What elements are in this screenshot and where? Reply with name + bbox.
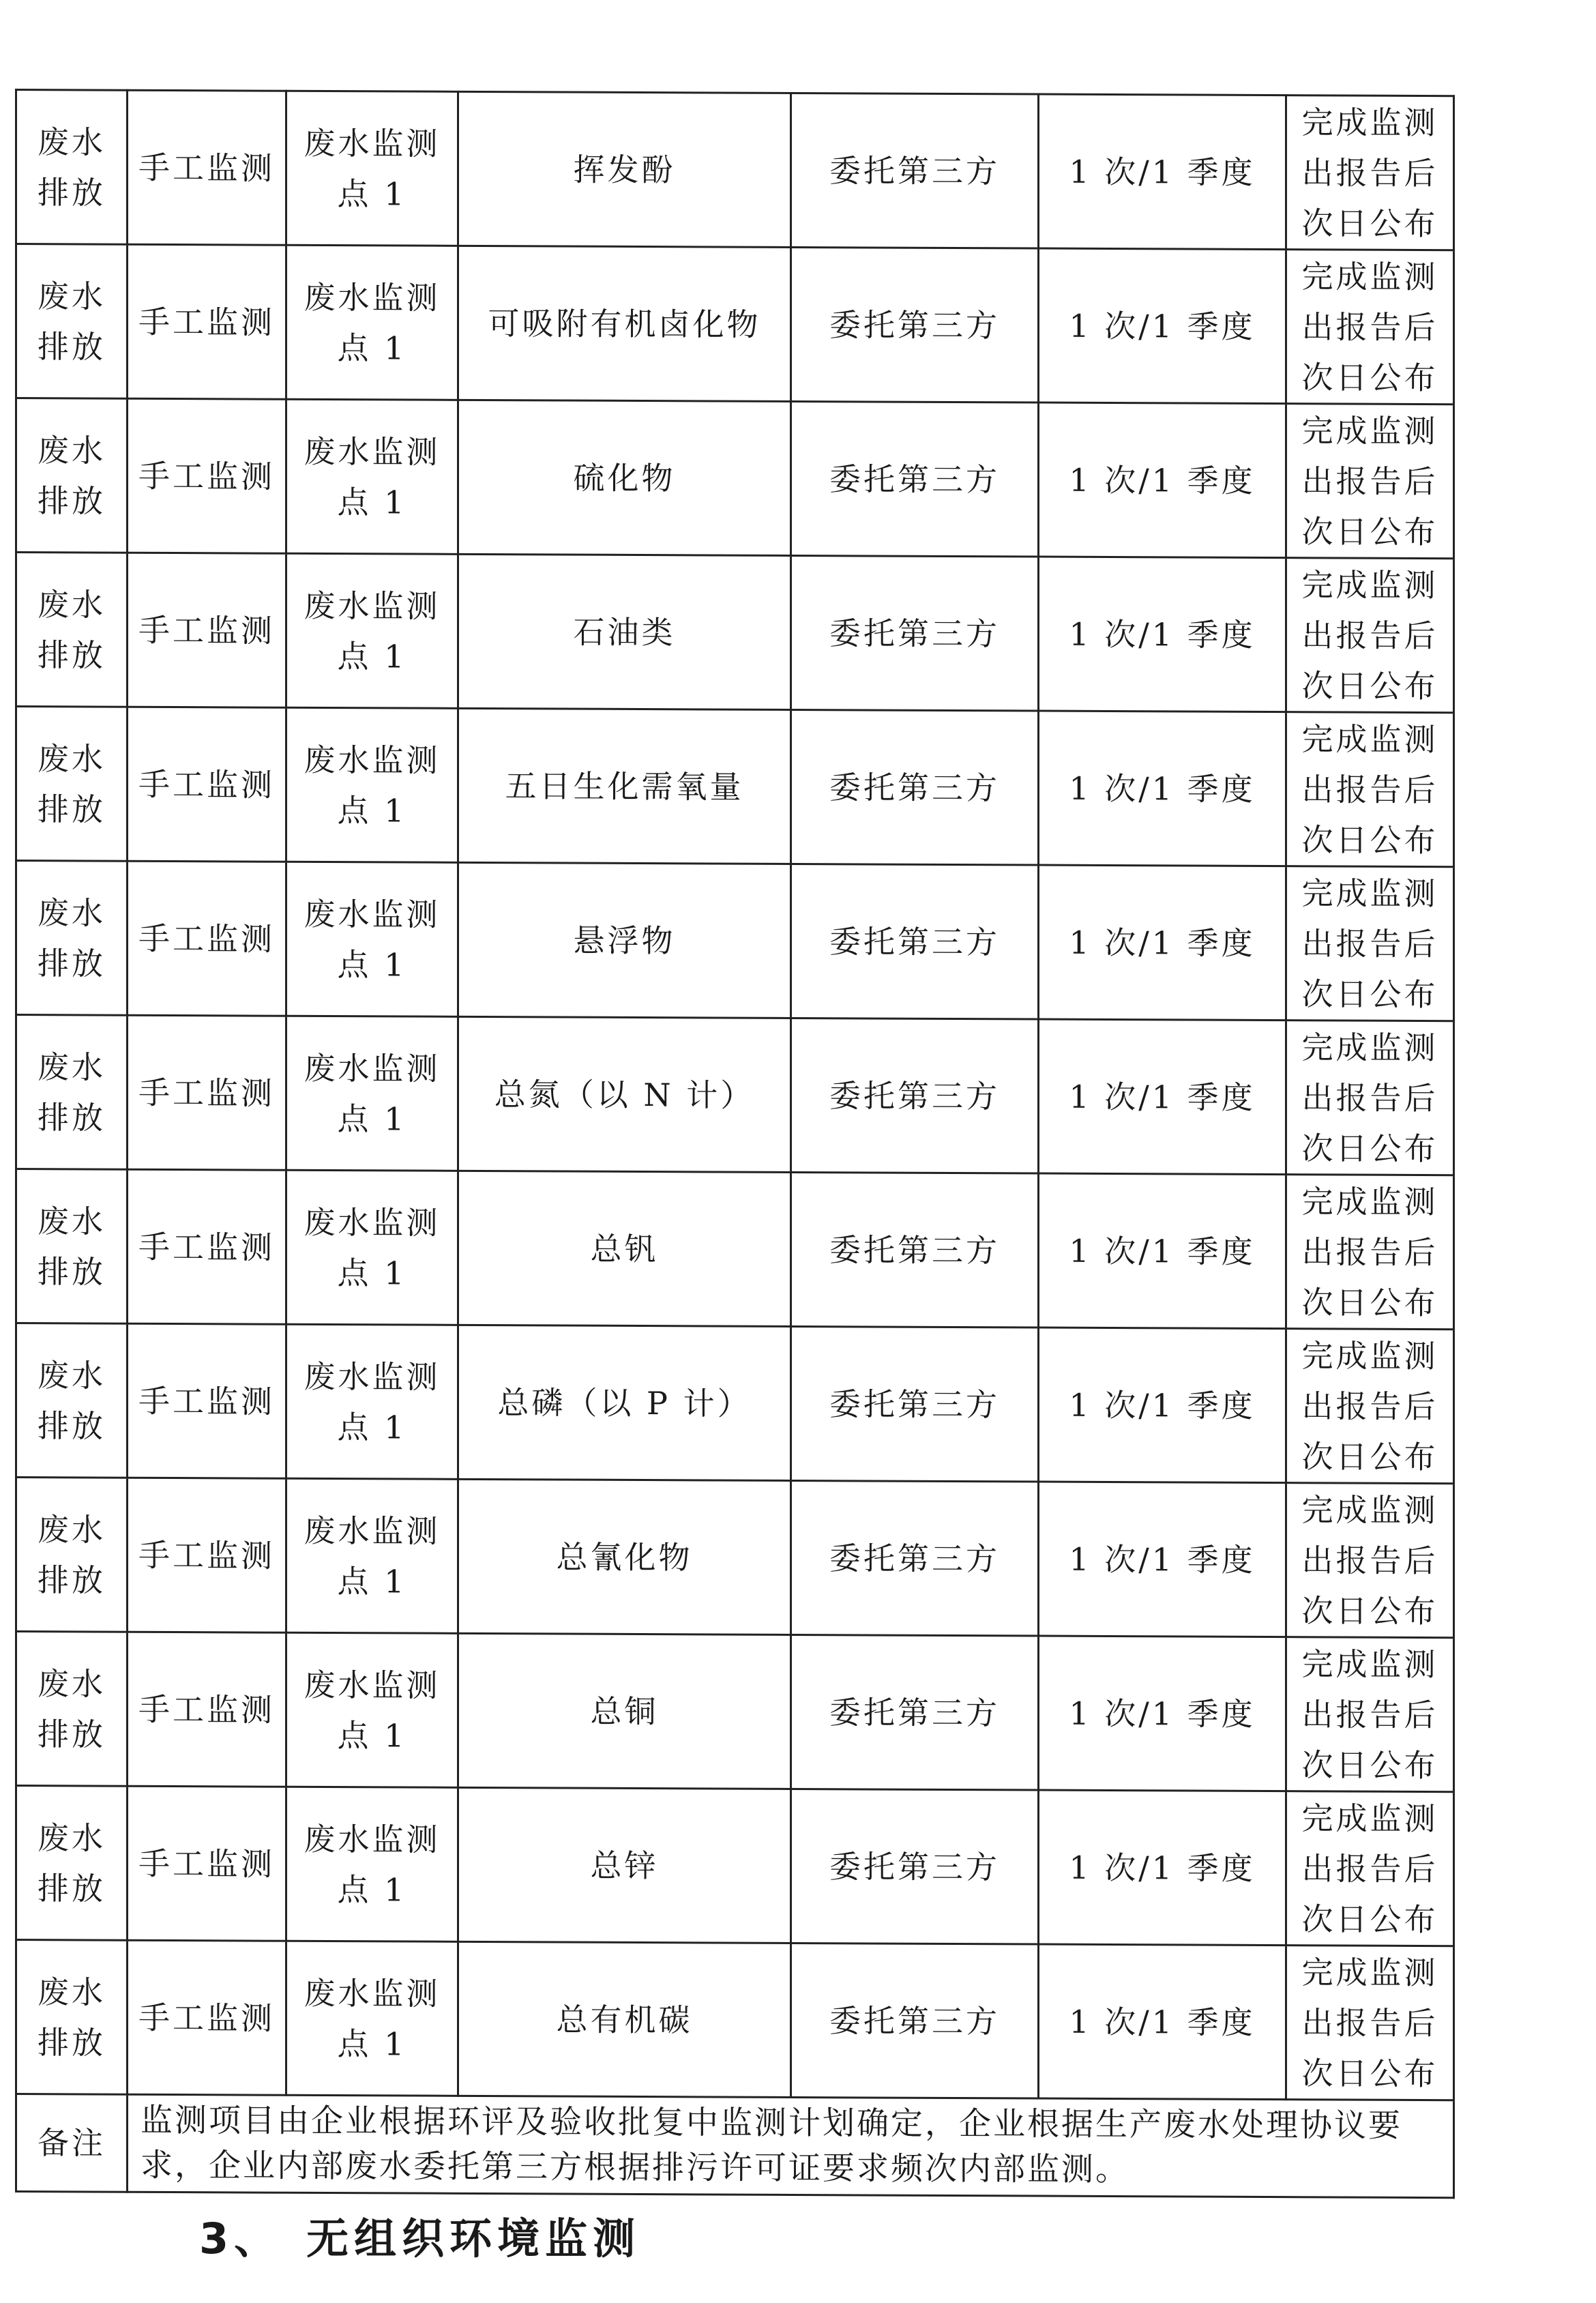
cell-frequency: 1 次/1 季度 (1039, 1636, 1286, 1791)
table-row (16, 398, 1454, 559)
cell-monitoring-item: 总有机碳 (458, 1941, 791, 2097)
table-row (16, 1940, 1454, 2100)
cell-monitoring-point: 废水监测点 1 (286, 1478, 458, 1633)
cell-publish-time: 完成监测出报告后次日公布 (1286, 1637, 1454, 1792)
cell-frequency: 1 次/1 季度 (1039, 1327, 1286, 1483)
cell-category: 废水排放 (16, 707, 128, 862)
cell-monitoring-mode: 委托第三方 (791, 1480, 1039, 1636)
cell-method: 手工监测 (128, 1940, 286, 2095)
table-row (16, 1323, 1454, 1484)
cell-monitoring-item: 可吸附有机卤化物 (458, 246, 791, 401)
cell-method: 手工监测 (128, 553, 286, 707)
cell-category: 废水排放 (16, 1786, 128, 1941)
cell-method: 手工监测 (128, 398, 286, 553)
cell-monitoring-mode: 委托第三方 (791, 1943, 1039, 2098)
cell-category: 废水排放 (16, 90, 128, 245)
cell-method: 手工监测 (128, 1015, 286, 1170)
note-label: 备注 (16, 2094, 128, 2192)
cell-category: 废水排放 (16, 1323, 128, 1478)
cell-monitoring-item: 硫化物 (458, 400, 791, 555)
section-title: 无组织环境监测 (306, 2214, 641, 2263)
cell-monitoring-point: 废水监测点 1 (286, 553, 458, 708)
cell-monitoring-mode: 委托第三方 (791, 1634, 1039, 1790)
cell-method: 手工监测 (128, 244, 286, 399)
cell-frequency: 1 次/1 季度 (1039, 1173, 1286, 1329)
cell-monitoring-item: 总锌 (458, 1787, 791, 1943)
cell-category: 废水排放 (16, 1940, 128, 2095)
cell-monitoring-point: 废水监测点 1 (286, 245, 458, 400)
cell-monitoring-mode: 委托第三方 (791, 1172, 1039, 1327)
cell-monitoring-mode: 委托第三方 (791, 709, 1039, 865)
table-row (16, 1632, 1454, 1792)
cell-monitoring-mode: 委托第三方 (791, 555, 1039, 711)
cell-frequency: 1 次/1 季度 (1039, 248, 1286, 404)
cell-publish-time: 完成监测出报告后次日公布 (1286, 1791, 1454, 1946)
table-row (16, 1015, 1454, 1175)
cell-monitoring-mode: 委托第三方 (791, 1789, 1039, 1944)
cell-category: 废水排放 (16, 1015, 128, 1170)
cell-method: 手工监测 (128, 1632, 286, 1787)
cell-monitoring-item: 总磷（以 P 计） (458, 1325, 791, 1480)
cell-publish-time: 完成监测出报告后次日公布 (1286, 1021, 1454, 1175)
table-row (16, 1786, 1454, 1946)
cell-monitoring-point: 废水监测点 1 (286, 1787, 458, 1941)
cell-category: 废水排放 (16, 1169, 128, 1324)
note-text: 监测项目由企业根据环评及验收批复中监测计划确定，企业根据生产废水处理协议要求，企业内部废水委托第三方根据排污许可证要求频次内部监测。 (128, 2094, 1454, 2197)
cell-category: 废水排放 (16, 553, 128, 707)
cell-frequency: 1 次/1 季度 (1039, 1944, 1286, 2100)
cell-frequency: 1 次/1 季度 (1039, 94, 1286, 250)
cell-monitoring-item: 总氮（以 N 计） (458, 1016, 791, 1172)
cell-method: 手工监测 (128, 861, 286, 1016)
cell-publish-time: 完成监测出报告后次日公布 (1286, 712, 1454, 867)
cell-monitoring-point: 废水监测点 1 (286, 1324, 458, 1479)
cell-frequency: 1 次/1 季度 (1039, 557, 1286, 712)
cell-category: 废水排放 (16, 1632, 128, 1787)
cell-publish-time: 完成监测出报告后次日公布 (1286, 1175, 1454, 1330)
cell-method: 手工监测 (128, 707, 286, 862)
cell-publish-time: 完成监测出报告后次日公布 (1286, 1483, 1454, 1638)
cell-publish-time: 完成监测出报告后次日公布 (1286, 250, 1454, 405)
cell-monitoring-item: 总氰化物 (458, 1479, 791, 1634)
cell-monitoring-point: 废水监测点 1 (286, 1632, 458, 1787)
cell-category: 废水排放 (16, 861, 128, 1016)
cell-frequency: 1 次/1 季度 (1039, 711, 1286, 866)
cell-monitoring-point: 废水监测点 1 (286, 399, 458, 554)
cell-method: 手工监测 (128, 90, 286, 245)
cell-monitoring-point: 废水监测点 1 (286, 1170, 458, 1325)
monitoring-table (15, 89, 1455, 2199)
note-row (16, 2094, 1454, 2198)
cell-monitoring-mode: 委托第三方 (791, 247, 1039, 402)
cell-monitoring-mode: 委托第三方 (791, 1326, 1039, 1482)
cell-category: 废水排放 (16, 398, 128, 553)
cell-monitoring-point: 废水监测点 1 (286, 1016, 458, 1171)
cell-frequency: 1 次/1 季度 (1039, 865, 1286, 1021)
cell-frequency: 1 次/1 季度 (1039, 1019, 1286, 1175)
cell-frequency: 1 次/1 季度 (1039, 402, 1286, 558)
cell-monitoring-item: 挥发酚 (458, 91, 791, 247)
cell-publish-time: 完成监测出报告后次日公布 (1286, 404, 1454, 559)
table-row (16, 707, 1454, 867)
section-heading (199, 2205, 640, 2265)
cell-method: 手工监测 (128, 1786, 286, 1941)
table-row (16, 1478, 1454, 1638)
cell-frequency: 1 次/1 季度 (1039, 1482, 1286, 1637)
table-row (16, 1169, 1454, 1330)
cell-monitoring-point: 废水监测点 1 (286, 707, 458, 862)
cell-method: 手工监测 (128, 1169, 286, 1324)
cell-monitoring-item: 悬浮物 (458, 862, 791, 1018)
table-row (16, 90, 1454, 250)
section-number: 3、 (199, 2214, 282, 2263)
cell-publish-time: 完成监测出报告后次日公布 (1286, 558, 1454, 713)
cell-monitoring-mode: 委托第三方 (791, 864, 1039, 1019)
cell-monitoring-item: 总铜 (458, 1633, 791, 1789)
cell-frequency: 1 次/1 季度 (1039, 1790, 1286, 1946)
cell-category: 废水排放 (16, 244, 128, 399)
table-row (16, 861, 1454, 1021)
table-row (16, 244, 1454, 405)
cell-category: 废水排放 (16, 1478, 128, 1632)
cell-monitoring-point: 废水监测点 1 (286, 91, 458, 246)
cell-monitoring-item: 石油类 (458, 554, 791, 709)
cell-monitoring-item: 五日生化需氧量 (458, 708, 791, 864)
cell-monitoring-mode: 委托第三方 (791, 1018, 1039, 1173)
cell-publish-time: 完成监测出报告后次日公布 (1286, 866, 1454, 1021)
cell-publish-time: 完成监测出报告后次日公布 (1286, 1946, 1454, 2100)
cell-monitoring-item: 总钒 (458, 1171, 791, 1326)
cell-method: 手工监测 (128, 1323, 286, 1478)
table-body (16, 90, 1454, 2198)
cell-monitoring-point: 废水监测点 1 (286, 862, 458, 1016)
cell-publish-time: 完成监测出报告后次日公布 (1286, 96, 1454, 250)
cell-publish-time: 完成监测出报告后次日公布 (1286, 1329, 1454, 1484)
cell-monitoring-mode: 委托第三方 (791, 401, 1039, 557)
cell-method: 手工监测 (128, 1478, 286, 1632)
cell-monitoring-point: 废水监测点 1 (286, 1941, 458, 2096)
table-row (16, 553, 1454, 713)
cell-monitoring-mode: 委托第三方 (791, 93, 1039, 248)
